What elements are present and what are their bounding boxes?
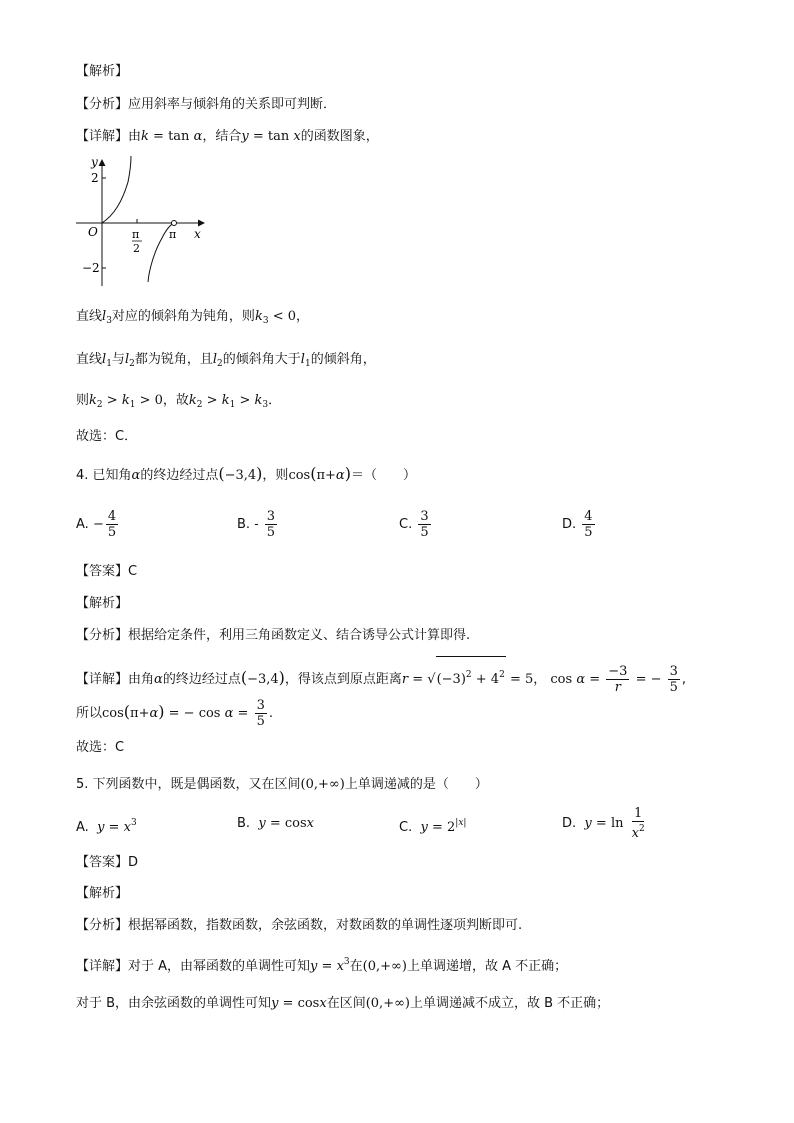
numerator: 4: [584, 509, 593, 524]
line2: [76, 308, 309, 330]
text: 对应的倾斜角为钝角，则: [111, 309, 255, 324]
q5-option-b[interactable]: [237, 816, 314, 831]
numerator: 3: [420, 509, 429, 524]
q5-stem: [76, 776, 488, 794]
formula-result: cos(π+α) = − cos α = $\frac{3}{5}$ .: [102, 698, 273, 729]
formula-l1: $l_1$: [300, 352, 311, 369]
denominator: 5: [107, 525, 117, 540]
text: 的终边经过点: [162, 672, 241, 687]
denominator: 5: [420, 525, 429, 540]
q5-fenxi: [76, 917, 522, 935]
formula-interval: (0,+∞): [300, 777, 345, 792]
text: 对于 B，由余弦函数的单调性可知: [76, 996, 272, 1011]
option-letter: D.: [562, 517, 577, 532]
text: ＝（ ）: [350, 468, 416, 483]
xiangjie-tag: 【详解】: [76, 959, 129, 974]
x-axis-label: x: [194, 227, 201, 241]
formula-cos-pi-alpha: cos(π+α): [288, 464, 351, 483]
text: 都为锐角，且: [134, 352, 213, 367]
q5-jiexi: 【解析】: [76, 886, 129, 901]
q4-option-b[interactable]: [237, 509, 279, 540]
text: ，: [296, 309, 310, 324]
line4: [76, 392, 281, 414]
formula-l3: $l_3$: [102, 309, 112, 326]
fenxi-text: 应用斜率与倾斜角的关系即可判断．: [128, 97, 337, 112]
text: 与: [111, 352, 125, 367]
formula-k2-k1-0: $k_2 > k_1 > 0$: [89, 393, 163, 410]
option-letter: A.: [76, 820, 89, 835]
option-letter: B.: [237, 816, 251, 831]
text: 上单调递减不成立，故 B 不正确；: [410, 996, 610, 1011]
s1-guxuan: 故选：C．: [76, 429, 138, 444]
fenxi-text: 根据给定条件，利用三角函数定义、结合诱导公式计算即得.: [128, 628, 471, 643]
text: 4. 已知角: [76, 468, 132, 483]
formula-y-x3: $y = x^3$: [310, 957, 350, 974]
tan-graph: [76, 152, 216, 292]
text: 的倾斜角大于: [222, 352, 301, 367]
q4-option-c[interactable]: [399, 509, 433, 540]
open-point-pi: [172, 221, 177, 226]
tick-label-pi: π: [169, 228, 177, 241]
q5-xiangjie-1: [76, 953, 567, 976]
formula-y-ln: y = ln $\frac{1}{x^2}$: [584, 806, 645, 841]
option-fraction: [582, 509, 594, 540]
jiexi-heading: 【解析】: [76, 64, 129, 79]
denominator: 5: [266, 525, 276, 540]
q5-option-c[interactable]: [399, 818, 466, 835]
formula-alpha: α: [131, 468, 141, 483]
text: ，故: [162, 393, 189, 408]
text: 的倾斜角，: [310, 352, 376, 367]
formula-point: (−3,4): [240, 668, 285, 687]
formula-y-2absx: $y = 2^{|x|}$: [420, 818, 467, 835]
text: 所以: [76, 706, 103, 721]
formula-y-cosx: y = cosx: [271, 996, 327, 1011]
option-letter: A.: [76, 517, 89, 532]
q4-suoyi: [76, 694, 273, 732]
text: 直线: [76, 309, 103, 324]
formula-interval: (0,+∞): [365, 996, 410, 1011]
text: 上单调递减的是（ ）: [344, 777, 488, 792]
formula-k3-lt-0: $k_3 < 0$: [254, 309, 296, 326]
tan-curve-left: [102, 156, 131, 223]
option-letter: C.: [399, 517, 413, 532]
tick-label-m2: −2: [82, 261, 100, 275]
text: 的函数图象，: [300, 129, 379, 144]
text: ，结合: [202, 129, 242, 144]
fenxi-text: 根据幂函数，指数函数，余弦函数，对数函数的单调性逐项判断即可.: [128, 918, 523, 933]
option-letter: D.: [562, 816, 577, 831]
formula-interval: (0,+∞): [362, 959, 407, 974]
option-fraction: [418, 509, 430, 540]
q4-stem: [76, 465, 416, 485]
formula-y-x3: $y = x^3$: [97, 818, 137, 835]
tick-label-2: 2: [91, 171, 99, 185]
q4-xiangjie: 【详解】由角α的终边经过点(−3,4)，得该点到原点距离$r = √(-3)^2 + 4^2 = 5$， cos α = $\frac{-3}{r}$ = − $\frac{3}{5}$ ,: [76, 656, 686, 698]
option-fraction: [265, 509, 277, 540]
xiangjie-tag: 【详解】: [76, 129, 129, 144]
formula-y-tanx: y = tan x: [241, 129, 301, 144]
formula-cos-alpha: cos α = $\frac{-3}{r}$ = − $\frac{3}{5}$: [550, 664, 678, 695]
option-sign: -: [254, 517, 259, 532]
text: ，则: [262, 468, 289, 483]
q5-answer: 【答案】D: [76, 855, 139, 870]
q4-jiexi: 【解析】: [76, 596, 129, 611]
q4-fenxi: [76, 627, 470, 645]
q4-guxuan: 故选：C: [76, 740, 125, 755]
text: 由: [128, 129, 142, 144]
fenxi-tag: 【分析】: [76, 628, 129, 643]
tick-label-pi-half-den: 2: [133, 242, 140, 255]
option-fraction: [106, 509, 118, 540]
xiangjie-tag: 【详解】: [76, 672, 129, 687]
text: 5. 下列函数中，既是偶函数，又在区间: [76, 777, 301, 792]
formula-y-cosx: y = cosx: [258, 816, 314, 831]
formula-r: $r = √(-3)^2 + 4^2 = 5$: [402, 672, 533, 687]
fenxi-line: [76, 96, 336, 114]
q4-option-a[interactable]: [76, 509, 120, 540]
text: 在: [349, 959, 363, 974]
text: 由角: [128, 672, 155, 687]
origin-label: O: [88, 225, 98, 239]
formula-l1: $l_1$: [102, 352, 112, 369]
line3: [76, 351, 376, 373]
numerator: 4: [107, 509, 117, 524]
text: ，得该点到原点距离: [284, 672, 402, 687]
option-sign: −: [92, 517, 104, 532]
numerator: 3: [266, 509, 276, 524]
text: 则: [76, 393, 90, 408]
tick-label-pi-half-num: π: [132, 228, 140, 241]
text: 的终边经过点: [140, 468, 219, 483]
q4-answer: 【答案】C: [76, 564, 138, 579]
y-axis-label: y: [91, 155, 98, 169]
formula-k-tan: k = tan α: [141, 129, 203, 144]
denominator: 5: [584, 525, 593, 540]
text: 对于 A，由幂函数的单调性可知: [128, 959, 311, 974]
formula-point: (−3,4): [218, 464, 263, 483]
formula-l2: $l_2$: [212, 352, 223, 369]
formula-k2-k1-k3: $k_2 > k_1 > k_3$: [188, 393, 269, 410]
text: 直线: [76, 352, 103, 367]
option-letter: B.: [237, 517, 251, 532]
text: 上单调递增，故 A 不正确；: [406, 959, 568, 974]
q4-option-d[interactable]: [562, 509, 597, 540]
q5-xiangjie-2: [76, 995, 609, 1013]
fenxi-tag: 【分析】: [76, 97, 129, 112]
formula-l2: $l_2$: [124, 352, 135, 369]
q5-option-d[interactable]: [562, 806, 649, 841]
formula-alpha: α: [154, 672, 163, 687]
text: 在区间: [326, 996, 366, 1011]
fenxi-tag: 【分析】: [76, 918, 129, 933]
option-letter: C.: [399, 820, 413, 835]
text: ，: [533, 672, 547, 687]
xiangjie-line: [76, 128, 379, 146]
text: ．: [268, 393, 282, 408]
q5-option-a[interactable]: [76, 818, 137, 835]
